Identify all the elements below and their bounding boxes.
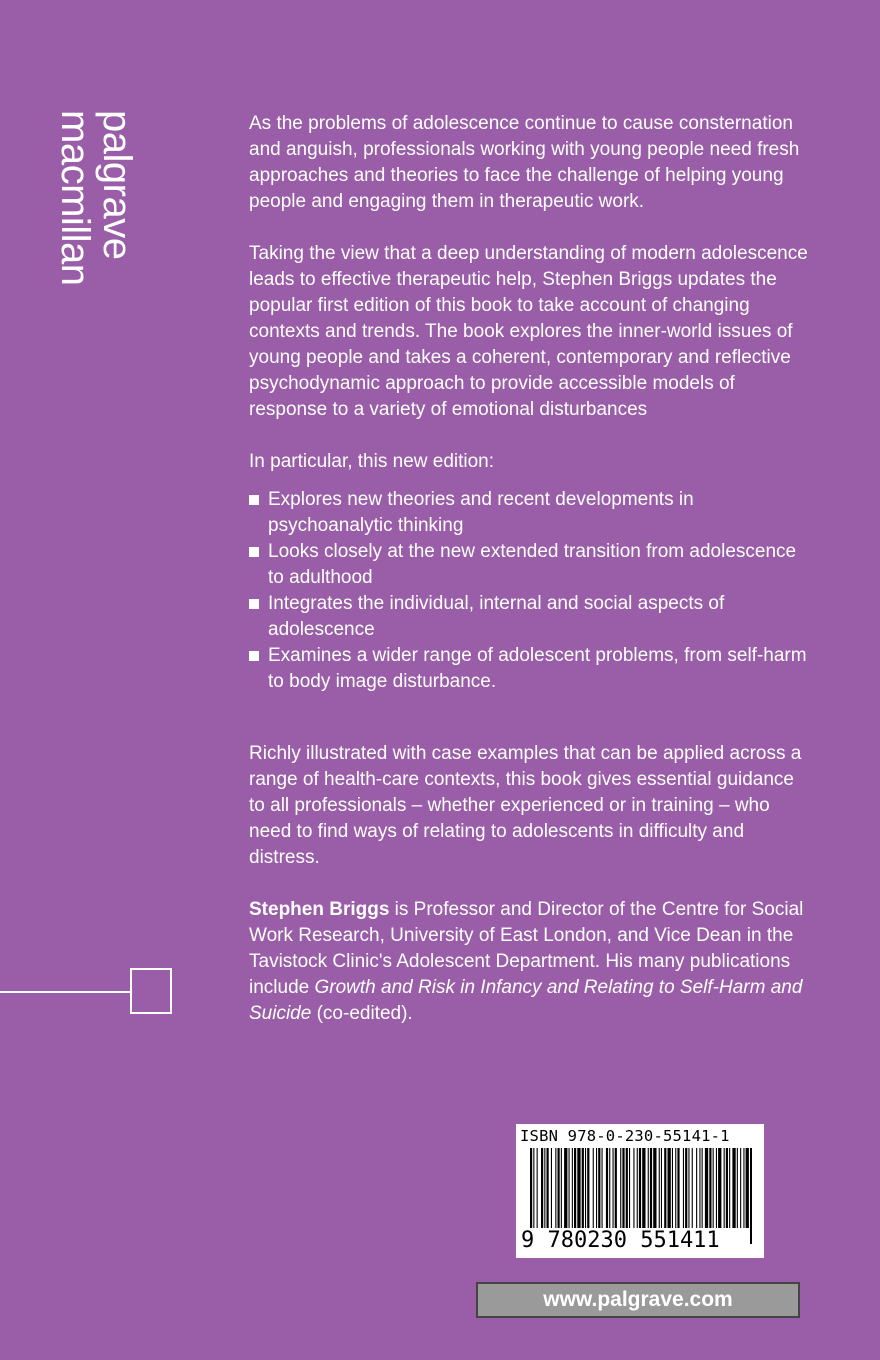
barcode-bar bbox=[598, 1148, 600, 1228]
bullet-square-icon bbox=[249, 599, 259, 609]
barcode-bar bbox=[547, 1148, 549, 1228]
list-item: Looks closely at the new extended transition from adolescence to adulthood bbox=[249, 539, 809, 591]
description-paragraph: Taking the view that a deep understanding of modern adolescence leads to effective therapeutic help, Stephen Briggs updates the popular first edition of this book to take account of changing contexts and trends. The book explores the inner-world issues of young people and takes a coherent, contemporary and reflective psychodynamic approach to provide accessible models of response to a variety of emotional disturbances bbox=[249, 243, 808, 420]
barcode-bar bbox=[724, 1148, 725, 1228]
barcode-bar bbox=[661, 1148, 662, 1228]
blurb bbox=[249, 111, 809, 1053]
barcode-bar bbox=[705, 1148, 708, 1228]
author-bio-text: is Professor and Director of the Centre for Social Work Research, University of East London, and Vice Dean in the Tavistock Clinic's Adolescent Department. His many publications include bbox=[249, 899, 804, 998]
barcode-bar bbox=[629, 1148, 630, 1228]
barcode-bar bbox=[633, 1148, 634, 1228]
barcode-bar bbox=[602, 1148, 603, 1228]
feature-list bbox=[249, 487, 809, 695]
barcode-bar bbox=[555, 1148, 556, 1228]
barcode-bar bbox=[572, 1148, 573, 1228]
barcode-bar bbox=[593, 1148, 594, 1228]
barcode-bar bbox=[609, 1148, 610, 1228]
barcode-bar bbox=[577, 1148, 580, 1228]
barcode-bar bbox=[569, 1148, 570, 1228]
barcode-bar bbox=[664, 1148, 666, 1228]
author-bio-end: (co-edited). bbox=[311, 1003, 413, 1024]
barcode-bar bbox=[668, 1148, 671, 1228]
barcode-bar bbox=[696, 1148, 697, 1228]
barcode-bar bbox=[606, 1148, 608, 1228]
barcode-bar bbox=[637, 1148, 638, 1228]
intro-paragraph: As the problems of adolescence continue to cause consternation and anguish, professionals working with young people need fresh approaches and theories to face the challenge of helping young people and engaging them in therapeutic work. bbox=[249, 113, 800, 212]
isbn-barcode bbox=[516, 1124, 764, 1258]
barcode-bar bbox=[709, 1148, 711, 1228]
list-item: Explores new theories and recent developments in psychoanalytic thinking bbox=[249, 487, 809, 539]
list-item: Integrates the individual, internal and social aspects of adolescence bbox=[249, 591, 809, 643]
barcode-bar bbox=[561, 1148, 562, 1228]
barcode-bar bbox=[574, 1148, 576, 1228]
barcode-bar bbox=[544, 1148, 545, 1228]
barcode-bar bbox=[685, 1148, 687, 1228]
bullet-square-icon bbox=[249, 495, 259, 505]
barcode-bar bbox=[613, 1148, 614, 1228]
barcode-bar bbox=[582, 1148, 584, 1228]
barcode-bar bbox=[746, 1148, 749, 1228]
bullet-square-icon bbox=[249, 547, 259, 557]
website-url[interactable]: www.palgrave.com bbox=[476, 1282, 800, 1318]
barcode-bar bbox=[732, 1148, 735, 1228]
author-name: Stephen Briggs bbox=[249, 899, 390, 920]
barcode-bar bbox=[659, 1148, 660, 1228]
barcode-bar bbox=[740, 1148, 741, 1228]
list-item: Examines a wider range of adolescent problems, from self-harm to body image disturbance. bbox=[249, 643, 809, 695]
logo-line-palgrave: palgrave bbox=[95, 110, 139, 260]
barcode-bar bbox=[702, 1148, 703, 1228]
barcode-bar bbox=[692, 1148, 693, 1228]
author-bio bbox=[249, 897, 809, 1027]
barcode-bar bbox=[596, 1148, 597, 1228]
barcode-bar bbox=[743, 1148, 744, 1228]
barcode-bar bbox=[729, 1148, 730, 1228]
bullet-square-icon bbox=[249, 651, 259, 661]
decorative-line bbox=[0, 991, 130, 993]
barcode-bar bbox=[558, 1148, 560, 1228]
barcode-bar bbox=[551, 1148, 552, 1228]
barcode-bar bbox=[737, 1148, 738, 1228]
barcode-bar bbox=[716, 1148, 717, 1228]
barcode-bar bbox=[726, 1148, 728, 1228]
barcode-bar bbox=[622, 1148, 624, 1228]
barcode-bar bbox=[541, 1148, 543, 1228]
barcode-bar bbox=[564, 1148, 567, 1228]
barcode-bar bbox=[650, 1148, 652, 1228]
barcode-bar bbox=[615, 1148, 617, 1228]
barcode-bar bbox=[713, 1148, 714, 1228]
barcode-bar bbox=[672, 1148, 673, 1228]
particular-intro: In particular, this new edition: bbox=[249, 451, 495, 472]
publisher-logo bbox=[48, 110, 138, 320]
barcode-bar bbox=[699, 1148, 700, 1228]
barcode-bar bbox=[648, 1148, 649, 1228]
isbn-label: ISBN 978-0-230-55141-1 bbox=[520, 1127, 730, 1145]
barcode-bar bbox=[683, 1148, 684, 1228]
barcode-bar bbox=[677, 1148, 679, 1228]
guidance-paragraph: Richly illustrated with case examples that can be applied across a range of health-care contexts, this book gives essential guidance to all professionals – whether experienced or in training – who need to find ways of relating to adolescents in difficulty and distress. bbox=[249, 743, 802, 868]
decorative-square bbox=[130, 968, 172, 1014]
barcode-bar bbox=[587, 1148, 589, 1228]
barcode-bar bbox=[718, 1148, 721, 1228]
logo-line-macmillan: macmillan bbox=[53, 110, 97, 286]
author-book-titles: Growth and Risk in Infancy and Relating to Self-Harm and Suicide bbox=[249, 977, 803, 1024]
barcode-bar bbox=[585, 1148, 586, 1228]
isbn-digits: 9 780230 551411 bbox=[521, 1228, 720, 1253]
barcode-bar bbox=[620, 1148, 621, 1228]
barcode-bar bbox=[537, 1148, 538, 1228]
barcode-bar bbox=[653, 1148, 656, 1228]
barcode-bar bbox=[675, 1148, 676, 1228]
barcode-bar bbox=[688, 1148, 689, 1228]
barcode-bar bbox=[626, 1148, 628, 1228]
